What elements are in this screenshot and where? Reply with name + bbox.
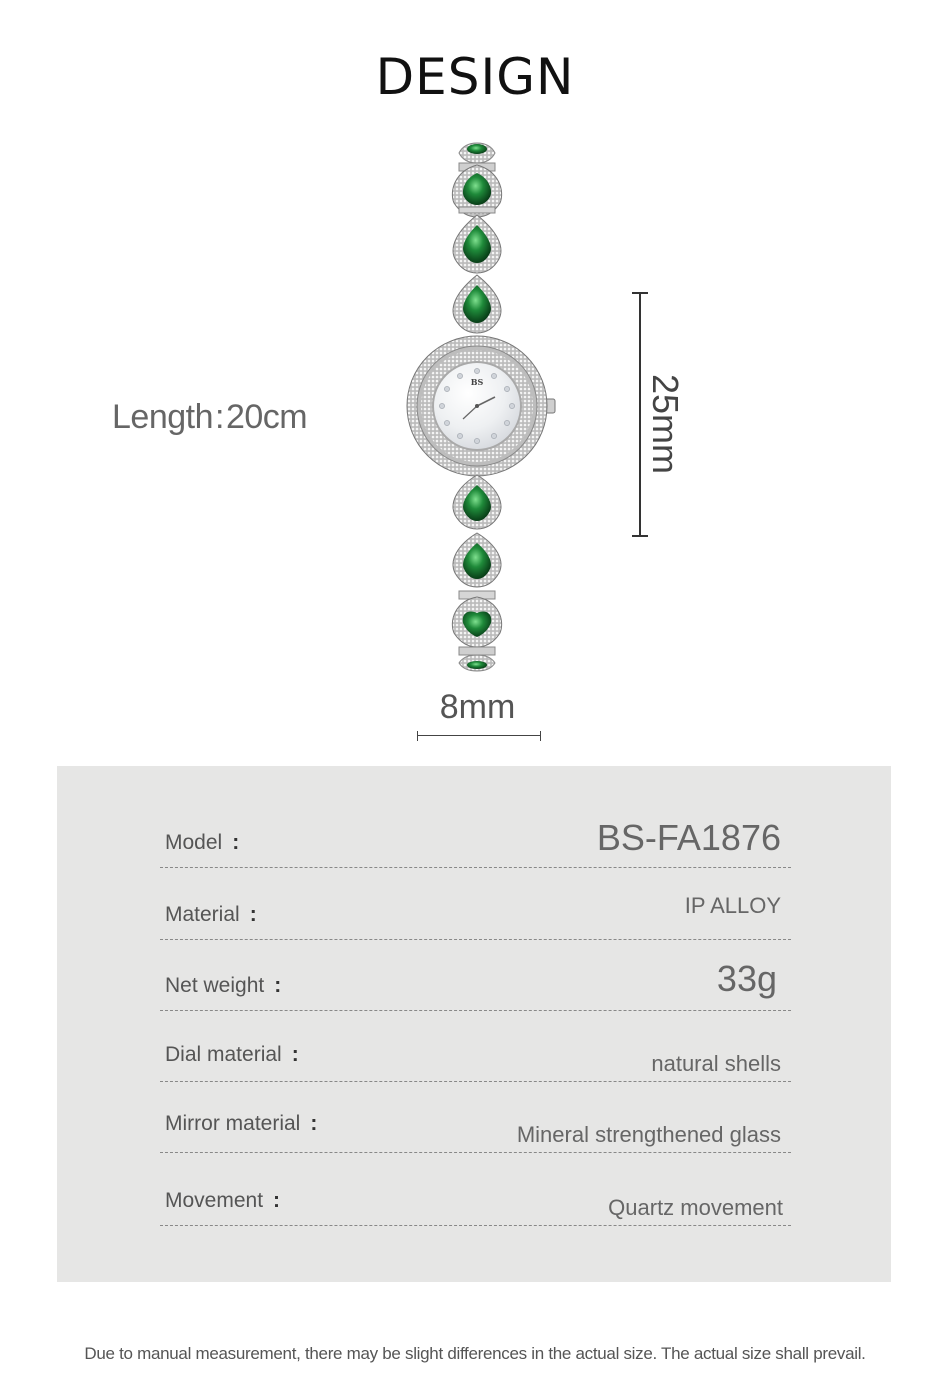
height-value: 25mm: [645, 374, 686, 475]
spec-value: IP ALLOY: [684, 893, 781, 918]
spec-label: Mirror material: [165, 1112, 301, 1135]
specs-panel: [57, 766, 891, 1282]
spec-label: Material: [165, 903, 240, 926]
width-dimension-line: [417, 731, 541, 741]
measurement-disclaimer: Due to manual measurement, there may be slight differences in the actual size. The actual size shall prevail.: [84, 1344, 866, 1363]
spec-label: Movement: [165, 1189, 264, 1212]
spec-row-dial-material: Dial material : natural shells: [160, 1010, 791, 1082]
dial-logo: BS: [470, 377, 484, 387]
spec-row-model: Model : BS-FA1876: [160, 806, 791, 868]
width-value: 8mm: [439, 688, 516, 726]
length-label: Length: [112, 398, 213, 436]
page-title: DESIGN: [375, 48, 575, 106]
length-dimension: Length:20cm: [112, 398, 308, 436]
spec-value: Mineral strengthened glass: [516, 1122, 781, 1147]
spec-row-movement: Movement : Quartz movement: [160, 1152, 791, 1226]
bracelet-link-top-1: [459, 143, 495, 163]
spec-value: Quartz movement: [608, 1195, 783, 1220]
spec-row-net-weight: Net weight : 33g: [160, 939, 791, 1011]
spec-label: Model: [165, 831, 223, 854]
spec-label: Dial material: [165, 1043, 282, 1066]
spec-label: Net weight: [165, 974, 265, 997]
spec-row-mirror-material: Mirror material : Mineral strengthened glass: [160, 1081, 791, 1153]
length-value: 20cm: [225, 398, 308, 436]
spec-value: natural shells: [651, 1051, 781, 1076]
spec-value: BS-FA1876: [596, 817, 781, 858]
spec-value: 33g: [716, 958, 777, 999]
spec-row-material: Material : IP ALLOY: [160, 867, 791, 940]
watch-bracelet-image: [395, 135, 570, 675]
